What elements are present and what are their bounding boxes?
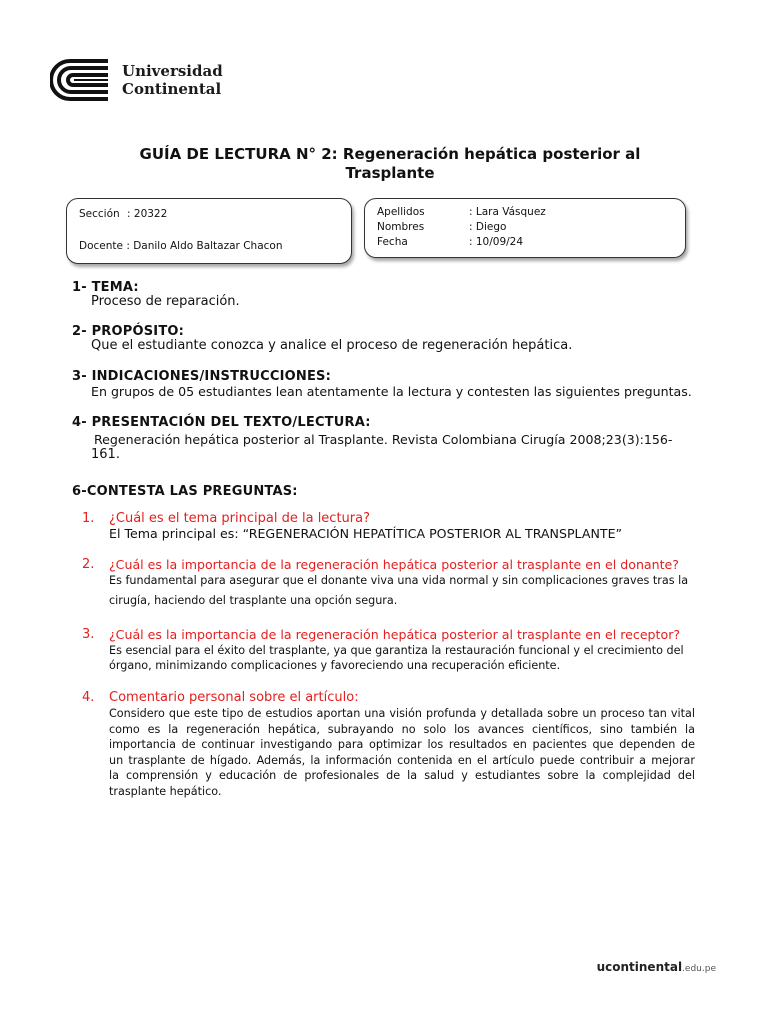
seccion-value: : 20322 xyxy=(127,208,168,220)
nombres-label: Nombres xyxy=(377,221,425,233)
answer-line: Considero que este tipo de estudios aportan una visión profunda y detallada sobre un proceso tan vital xyxy=(109,707,695,720)
apellidos-label: Apellidos xyxy=(377,206,425,218)
answer-line: la comprensión y educación de profesionales de la salud y estudiantes sobre la complejidad del xyxy=(109,769,695,782)
proposito-heading: 2- PROPÓSITO: xyxy=(72,324,185,339)
fecha-value: : 10/09/24 xyxy=(469,236,524,248)
brand-line1: Universidad xyxy=(122,62,223,80)
question-2-number: 2. xyxy=(82,557,95,572)
question-1-text: ¿Cuál es el tema principal de la lectura? xyxy=(109,511,370,526)
question-3-answer-line1: Es esencial para el éxito del trasplante, ya que garantiza la restauración funcional y el crecimiento del xyxy=(109,644,684,657)
title-line2: Trasplante xyxy=(345,164,435,182)
answer-line: un trasplante de hígado. Además, la información contenida en el artículo puede contribuir a mejorar xyxy=(109,753,695,767)
question-1-answer: El Tema principal es: “REGENERACIÓN HEPATÍTICA POSTERIOR AL TRANSPLANTE” xyxy=(109,526,623,541)
brand-line2: Continental xyxy=(122,80,222,98)
docente-label: Docente xyxy=(79,240,123,252)
contesta-heading: 6-CONTESTA LAS PREGUNTAS: xyxy=(72,484,298,499)
answer-line: importancia de continuar investigando para optimizar los resultados en pacientes que dependen de xyxy=(109,738,695,751)
footer-brand xyxy=(597,960,716,974)
page-title xyxy=(60,145,720,183)
question-2-text: ¿Cuál es la importancia de la regeneración hepática posterior al trasplante en el donante? xyxy=(109,557,679,572)
fecha-label: Fecha xyxy=(377,236,408,248)
university-logo-icon xyxy=(50,58,110,102)
answer-line: trasplante hepático. xyxy=(109,784,222,798)
section-info-box xyxy=(66,198,352,264)
title-line1: GUÍA DE LECTURA N° 2: Regeneración hepática posterior al xyxy=(139,145,641,163)
footer-brand-suffix: .edu.pe xyxy=(682,964,716,974)
question-3-text: ¿Cuál es la importancia de la regeneración hepática posterior al trasplante en el receptor? xyxy=(109,627,681,642)
docente-value: : Danilo Aldo Baltazar Chacon xyxy=(126,240,283,252)
footer-brand-name: ucontinental xyxy=(596,960,683,974)
indicaciones-text: En grupos de 05 estudiantes lean atentamente la lectura y contesten las siguientes preguntas. xyxy=(91,384,692,399)
proposito-text: Que el estudiante conozca y analice el proceso de regeneración hepática. xyxy=(91,338,573,353)
question-3-number: 3. xyxy=(82,627,95,642)
question-2-answer-line1: Es fundamental para asegurar que el donante viva una vida normal y sin complicaciones graves tras la xyxy=(109,574,689,587)
question-1-number: 1. xyxy=(82,511,95,526)
apellidos-value: : Lara Vásquez xyxy=(469,206,546,218)
question-2-answer-line2: cirugía, haciendo del trasplante una opción segura. xyxy=(109,594,398,607)
seccion-label: Sección xyxy=(79,208,120,220)
presentacion-heading: 4- PRESENTACIÓN DEL TEXTO/LECTURA: xyxy=(72,415,371,430)
tema-heading: 1- TEMA: xyxy=(72,280,139,295)
question-4-answer xyxy=(109,706,695,799)
tema-text: Proceso de reparación. xyxy=(91,294,240,309)
nombres-value: : Diego xyxy=(469,221,507,233)
indicaciones-heading: 3- INDICACIONES/INSTRUCCIONES: xyxy=(72,369,332,384)
answer-line: como es la regeneración hepática, subrayando no solo los avances científicos, sino también la xyxy=(109,722,695,736)
presentacion-line1: Regeneración hepática posterior al Trasplante. Revista Colombiana Cirugía 2008;23(3):156- xyxy=(94,432,673,447)
question-4-text: Comentario personal sobre el artículo: xyxy=(109,690,359,705)
question-3-answer-line2: órgano, minimizando complicaciones y favoreciendo una recuperación eficiente. xyxy=(109,659,561,672)
presentacion-line2: 161. xyxy=(91,447,120,462)
brand-name xyxy=(122,62,223,98)
student-info-box xyxy=(364,198,686,258)
question-4-number: 4. xyxy=(82,690,95,705)
